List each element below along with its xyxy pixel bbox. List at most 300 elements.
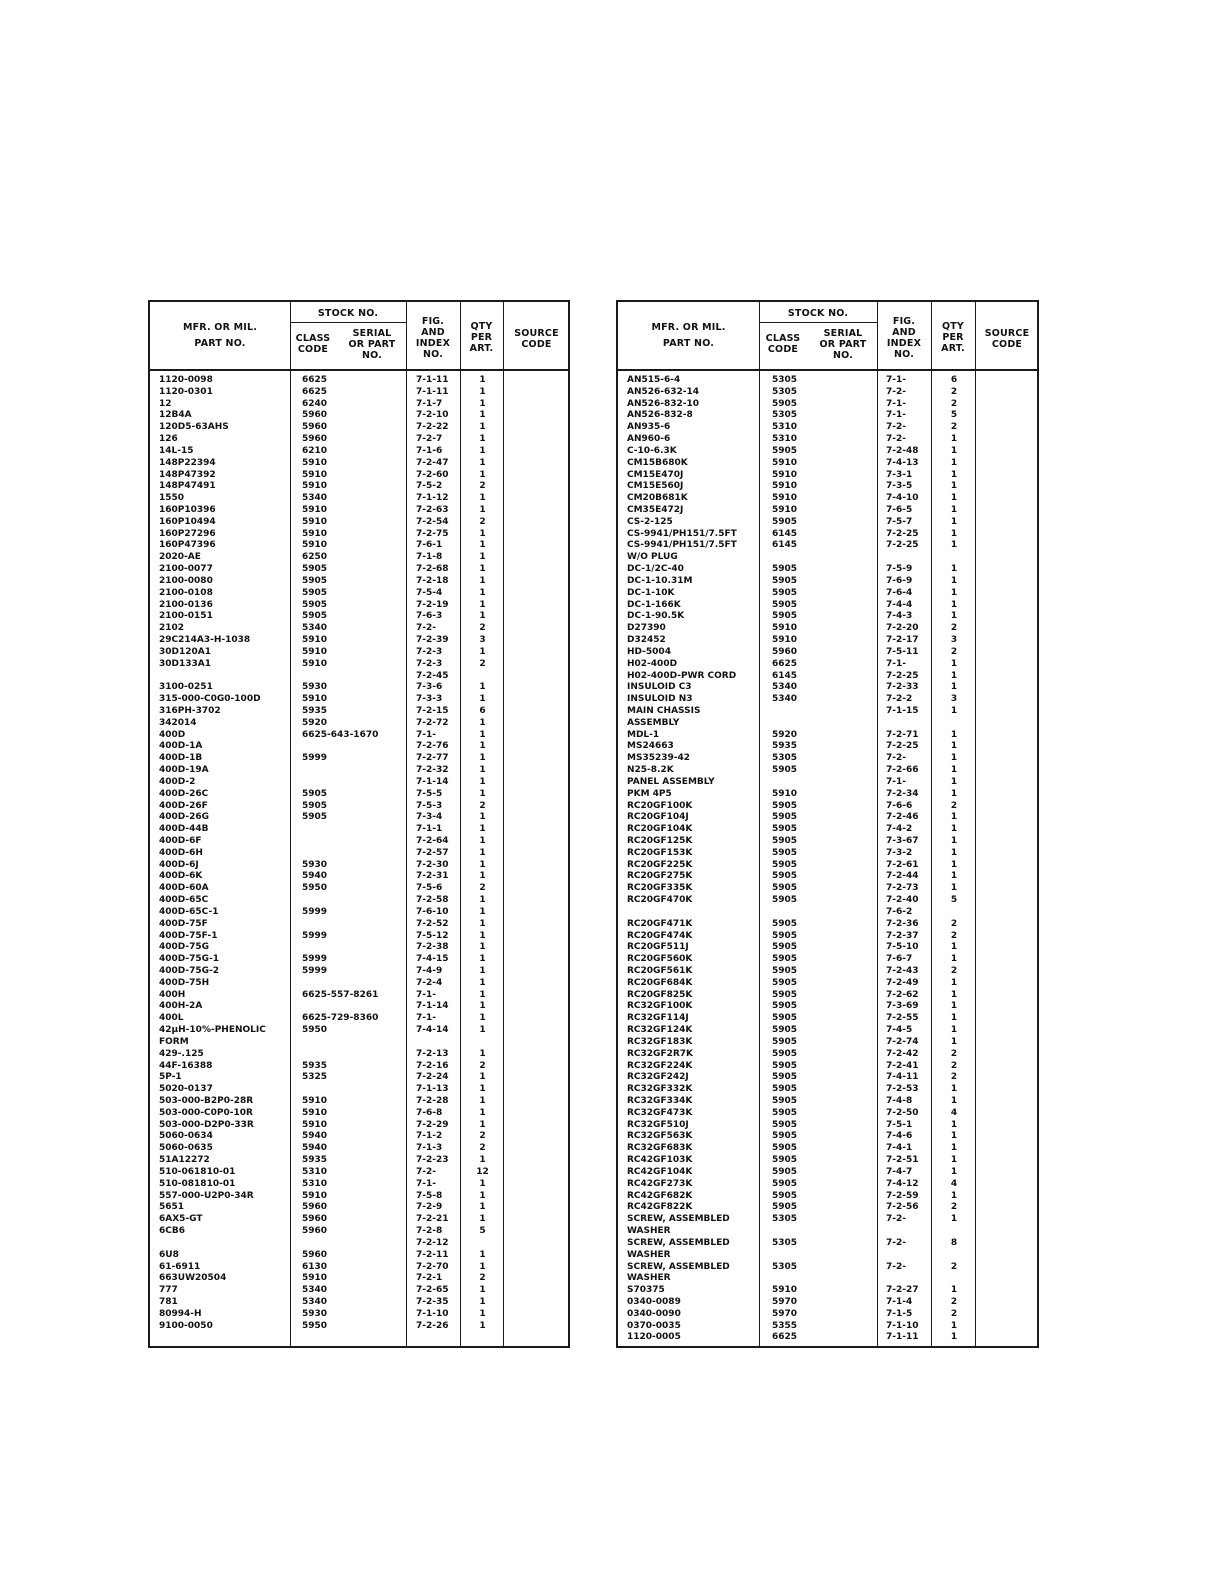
part-no-cell: DC-1-90.5K	[627, 611, 685, 622]
fig-index-cell: 7-2-	[416, 1166, 436, 1177]
fig-index-cell: 7-3-5	[886, 481, 913, 492]
table-row	[618, 718, 1037, 730]
qty-cell: 1	[479, 1048, 486, 1059]
part-no-cell: 400D-6J	[159, 859, 199, 870]
qty-cell: 1	[479, 1001, 486, 1012]
qty-cell: 1	[479, 753, 486, 764]
table-row	[150, 730, 568, 742]
class-code-cell: 5935	[772, 741, 798, 752]
qty-cell: 2	[950, 1202, 958, 1213]
part-no-cell: 2100-0151	[159, 611, 213, 622]
table-row	[618, 505, 1037, 517]
part-no-cell: PANEL ASSEMBLY	[627, 776, 715, 787]
part-no-cell: CM15E470J	[627, 469, 684, 480]
fig-index-cell: 7-4-12	[886, 1178, 919, 1189]
fig-index-cell: 7-2-45	[416, 670, 449, 681]
fig-index-cell: 7-3-67	[886, 835, 919, 846]
class-code-cell: 5960	[302, 1214, 328, 1225]
qty-cell: 2	[950, 1072, 958, 1083]
fig-index-cell: 7-2-	[886, 434, 906, 445]
class-code-cell: 5340	[772, 694, 798, 705]
part-no-cell: 61-6911	[159, 1261, 201, 1272]
qty-cell: 1	[479, 918, 486, 929]
fig-index-cell: 7-2-31	[416, 871, 449, 882]
part-no-cell: RC32GF2R7K	[627, 1048, 694, 1059]
part-no-cell: 42µH-10%-PHENOLIC	[159, 1025, 266, 1036]
fig-index-cell: 7-1-	[886, 398, 906, 409]
class-code-cell: 5910	[302, 540, 328, 551]
fig-index-cell: 7-1-11	[416, 375, 449, 385]
table-row	[618, 907, 1037, 919]
qty-cell: 1	[950, 528, 958, 539]
part-no-cell: H02-400D	[627, 658, 678, 669]
qty-cell: 2	[479, 658, 486, 669]
fig-index-cell: 7-2-	[416, 623, 436, 634]
fig-index-cell: 7-1-13	[416, 1084, 449, 1095]
fig-index-cell: 7-1-	[886, 410, 906, 421]
table-row	[618, 1108, 1037, 1120]
qty-cell: 1	[950, 1332, 958, 1343]
class-code-cell: 5310	[302, 1166, 328, 1177]
table-row	[618, 375, 1037, 387]
fig-index-cell: 7-6-2	[886, 906, 913, 917]
class-code-cell: 5905	[302, 611, 328, 622]
qty-cell: 2	[950, 1296, 958, 1307]
class-code-cell: 5910	[302, 516, 328, 527]
class-code-cell: 5930	[302, 682, 328, 693]
fig-index-cell: 7-6-10	[416, 906, 449, 917]
class-code-cell: 5940	[302, 871, 328, 882]
table-row	[150, 860, 568, 872]
fig-index-cell: 7-1-1	[416, 824, 443, 835]
class-code-cell: 5960	[302, 422, 328, 433]
fig-index-cell: 7-6-7	[886, 954, 913, 965]
qty-cell: 1	[479, 1107, 486, 1118]
qty-cell: 1	[479, 1202, 486, 1213]
part-no-cell: 400D	[159, 729, 186, 740]
table-row	[150, 1179, 568, 1191]
class-code-cell: 5950	[302, 1320, 328, 1331]
class-code-cell: 5305	[772, 375, 798, 385]
class-code-cell: 5910	[302, 1096, 328, 1107]
fig-index-cell: 7-2-54	[416, 516, 449, 527]
class-code-cell: 5905	[772, 1190, 798, 1201]
table-row	[618, 647, 1037, 659]
qty-cell: 1	[950, 765, 958, 776]
qty-cell: 1	[950, 1131, 958, 1142]
fig-index-cell: 7-2-74	[886, 1036, 919, 1047]
table-row	[618, 801, 1037, 813]
class-code-cell: 6625	[302, 386, 328, 397]
fig-index-cell: 7-2-58	[416, 895, 449, 906]
qty-cell: 1	[479, 375, 486, 385]
qty-cell: 5	[479, 1226, 486, 1237]
fig-index-cell: 7-2-71	[886, 729, 919, 740]
part-no-cell: RC32GF683K	[627, 1143, 693, 1154]
part-no-cell: RC32GF100K	[627, 1001, 693, 1012]
part-no-cell: MS35239-42	[627, 753, 691, 764]
class-code-cell: 5905	[772, 966, 798, 976]
table-row	[618, 1167, 1037, 1179]
qty-cell: 1	[950, 942, 958, 953]
class-code-cell: 5905	[772, 942, 798, 953]
table-row	[618, 1250, 1037, 1262]
part-no-cell: 6AX5-GT	[159, 1214, 203, 1225]
qty-cell: 1	[479, 812, 486, 823]
fig-index-cell: 7-2-21	[416, 1214, 449, 1225]
part-no-cell: 400D-26G	[159, 812, 210, 823]
part-no-cell: RC42GF682K	[627, 1190, 693, 1201]
fig-index-cell: 7-3-1	[886, 469, 913, 480]
table-row	[150, 824, 568, 836]
part-no-cell: 400D-65C	[159, 895, 209, 906]
class-code-cell: 5999	[302, 954, 328, 965]
table-row	[150, 919, 568, 931]
class-code-cell: 5950	[302, 1025, 328, 1036]
class-code-cell: 5905	[772, 1084, 798, 1095]
class-code-cell: 5905	[772, 1166, 798, 1177]
header-source-code: SOURCE CODE	[514, 328, 559, 350]
table-row	[150, 1049, 568, 1061]
class-code-cell: 5310	[772, 422, 798, 433]
part-no-cell: RC20GF104J	[627, 812, 689, 823]
table-row	[150, 659, 568, 671]
table-row	[618, 706, 1037, 718]
class-code-cell: 5355	[772, 1320, 798, 1331]
part-no-cell: C-10-6.3K	[627, 445, 677, 456]
part-no-cell: 29C214A3-H-1038	[159, 635, 251, 646]
table-row	[618, 576, 1037, 588]
table-row	[150, 647, 568, 659]
qty-cell: 1	[479, 398, 486, 409]
part-no-cell: 315-000-C0G0-100D	[159, 694, 261, 705]
table-row	[618, 1321, 1037, 1333]
class-code-cell: 5960	[302, 1226, 328, 1237]
table-row	[150, 422, 568, 434]
qty-cell: 1	[950, 1013, 958, 1024]
header-stock-no: STOCK NO.	[317, 308, 379, 319]
part-no-cell: RC20GF825K	[627, 989, 693, 1000]
part-no-cell: RC20GF125K	[627, 835, 693, 846]
table-row	[150, 895, 568, 907]
qty-cell: 1	[950, 587, 958, 598]
class-code-cell: 5325	[302, 1072, 328, 1083]
qty-cell: 2	[479, 623, 486, 634]
table-row	[150, 942, 568, 954]
class-code-cell: 5905	[772, 1013, 798, 1024]
qty-cell: 1	[479, 942, 486, 953]
table-row	[150, 765, 568, 777]
fig-index-cell: 7-2-32	[416, 765, 449, 776]
table-row	[618, 1191, 1037, 1203]
fig-index-cell: 7-2-	[886, 422, 906, 433]
table-row	[150, 990, 568, 1002]
table-row	[150, 1238, 568, 1250]
table-row	[150, 1013, 568, 1025]
table-row	[150, 1250, 568, 1262]
class-code-cell: 5910	[302, 505, 328, 516]
qty-cell: 1	[479, 835, 486, 846]
part-no-cell: 12B4A	[159, 410, 192, 421]
part-no-cell: 1120-0005	[627, 1332, 681, 1343]
table-row	[618, 422, 1037, 434]
qty-cell: 1	[950, 481, 958, 492]
fig-index-cell: 7-2-	[886, 753, 906, 764]
header-source-code: SOURCE CODE	[984, 328, 1030, 350]
part-no-cell: 400D-60A	[159, 883, 209, 894]
table-row	[150, 1037, 568, 1049]
part-no-cell: DC-1-10K	[627, 587, 675, 598]
table-row	[618, 954, 1037, 966]
table-row	[618, 1037, 1037, 1049]
qty-cell: 1	[479, 895, 486, 906]
class-code-cell: 5905	[772, 1202, 798, 1213]
table-row	[618, 931, 1037, 943]
qty-cell: 1	[950, 705, 958, 716]
table-row	[618, 611, 1037, 623]
class-code-cell: 6240	[302, 398, 328, 409]
fig-index-cell: 7-2-15	[416, 705, 449, 716]
class-code-cell: 5305	[772, 386, 798, 397]
qty-cell: 1	[479, 1261, 486, 1272]
fig-index-cell: 7-1-7	[416, 398, 443, 409]
table-row	[150, 540, 568, 552]
table-row	[618, 694, 1037, 706]
fig-index-cell: 7-2-55	[886, 1013, 919, 1024]
table-row	[618, 446, 1037, 458]
class-code-cell: 5905	[302, 812, 328, 823]
table-row	[150, 635, 568, 647]
part-no-cell: AN960-6	[627, 434, 671, 445]
part-no-cell: INSULOID N3	[627, 694, 693, 705]
part-no-cell: RC32GF334K	[627, 1096, 693, 1107]
qty-cell: 2	[950, 646, 958, 657]
class-code-cell: 5905	[772, 1178, 798, 1189]
fig-index-cell: 7-2-63	[416, 505, 449, 516]
fig-index-cell: 7-2-61	[886, 859, 919, 870]
class-code-cell: 6625-729-8360	[302, 1013, 379, 1024]
fig-index-cell: 7-2-38	[416, 942, 449, 953]
qty-cell: 1	[479, 469, 486, 480]
qty-cell: 2	[950, 966, 958, 976]
fig-index-cell: 7-2-68	[416, 564, 449, 575]
qty-cell: 2	[479, 1060, 486, 1071]
part-no-cell: RC20GF225K	[627, 859, 693, 870]
class-code-cell: 5905	[772, 1143, 798, 1154]
qty-cell: 1	[479, 410, 486, 421]
table-row	[150, 529, 568, 541]
header-stock-no: STOCK NO.	[787, 308, 849, 319]
fig-index-cell: 7-2-29	[416, 1119, 449, 1130]
class-code-cell: 5905	[772, 1036, 798, 1047]
part-no-cell: 14L-15	[159, 445, 194, 456]
part-no-cell: 0340-0089	[627, 1296, 681, 1307]
fig-index-cell: 7-5-3	[416, 800, 443, 811]
part-no-cell: 160P47396	[159, 540, 216, 551]
table-row	[150, 399, 568, 411]
fig-index-cell: 7-2-11	[416, 1249, 449, 1260]
qty-cell: 1	[479, 717, 486, 728]
part-no-cell: 400D-6H	[159, 847, 203, 858]
table-row	[618, 1179, 1037, 1191]
fig-index-cell: 7-2-34	[886, 788, 919, 799]
class-code-cell: 5905	[772, 859, 798, 870]
qty-cell: 1	[479, 493, 486, 504]
table-row	[618, 387, 1037, 399]
qty-cell: 1	[950, 954, 958, 965]
part-no-cell: CS-9941/PH151/7.5FT	[627, 528, 737, 539]
header-fig-index: FIG. AND INDEX NO.	[415, 316, 451, 360]
fig-index-cell: 7-1-15	[886, 705, 919, 716]
table-row	[150, 907, 568, 919]
fig-index-cell: 7-4-11	[886, 1072, 919, 1083]
qty-cell: 1	[479, 1214, 486, 1225]
table-row	[618, 1061, 1037, 1073]
class-code-cell: 5305	[772, 1237, 798, 1248]
qty-cell: 1	[950, 457, 958, 468]
qty-cell: 1	[950, 540, 958, 551]
qty-cell: 1	[479, 1320, 486, 1331]
header-serial-no: SERIAL OR PART NO.	[819, 328, 867, 361]
qty-cell: 3	[950, 635, 958, 646]
fig-index-cell: 7-3-3	[416, 694, 443, 705]
part-no-cell: 400D-75F-1	[159, 930, 218, 941]
class-code-cell: 5910	[302, 481, 328, 492]
class-code-cell: 5905	[772, 824, 798, 835]
qty-cell: 1	[950, 847, 958, 858]
table-row	[150, 789, 568, 801]
class-code-cell: 5905	[772, 1096, 798, 1107]
header-fig-index: FIG. AND INDEX NO.	[886, 316, 922, 360]
fig-index-cell: 7-1-11	[416, 386, 449, 397]
table-row	[618, 588, 1037, 600]
qty-cell: 1	[950, 729, 958, 740]
part-no-cell: RC20GF153K	[627, 847, 693, 858]
fig-index-cell: 7-2-65	[416, 1285, 449, 1296]
part-no-cell: RC32GF563K	[627, 1131, 693, 1142]
fig-index-cell: 7-2-4	[416, 977, 443, 988]
table-row	[618, 1013, 1037, 1025]
fig-index-cell: 7-2-72	[416, 717, 449, 728]
qty-cell: 1	[479, 422, 486, 433]
part-no-cell: RC20GF561K	[627, 966, 693, 976]
fig-index-cell: 7-2-	[886, 1214, 906, 1225]
table-row	[618, 564, 1037, 576]
table-row	[150, 848, 568, 860]
class-code-cell: 6625	[772, 658, 798, 669]
qty-cell: 1	[950, 871, 958, 882]
table-row	[150, 505, 568, 517]
qty-cell: 1	[950, 1285, 958, 1296]
fig-index-cell: 7-2-20	[886, 623, 919, 634]
fig-index-cell: 7-4-15	[416, 954, 449, 965]
part-no-cell: 51A12272	[159, 1155, 210, 1166]
part-no-cell: 2100-0108	[159, 587, 213, 598]
fig-index-cell: 7-5-7	[886, 516, 913, 527]
header-qty: QTY PER ART.	[469, 321, 494, 354]
qty-cell: 1	[950, 824, 958, 835]
table-row	[618, 540, 1037, 552]
qty-cell: 1	[479, 386, 486, 397]
qty-cell: 1	[479, 989, 486, 1000]
table-row	[150, 470, 568, 482]
class-code-cell: 6625	[302, 375, 328, 385]
qty-cell: 8	[950, 1237, 958, 1248]
table-row	[150, 1167, 568, 1179]
part-no-cell: 0340-0090	[627, 1308, 681, 1319]
table-row	[150, 706, 568, 718]
class-code-cell: 5910	[302, 646, 328, 657]
qty-cell: 1	[479, 1285, 486, 1296]
class-code-cell: 5920	[302, 717, 328, 728]
table-row	[618, 1309, 1037, 1321]
part-no-cell: 80994-H	[159, 1308, 202, 1319]
fig-index-cell: 7-2-35	[416, 1296, 449, 1307]
class-code-cell: 5310	[772, 434, 798, 445]
fig-index-cell: 7-1-	[416, 989, 436, 1000]
fig-index-cell: 7-2-77	[416, 753, 449, 764]
table-row	[618, 481, 1037, 493]
table-row	[150, 1084, 568, 1096]
table-row	[618, 1131, 1037, 1143]
fig-index-cell: 7-2-62	[886, 989, 919, 1000]
table-row	[618, 871, 1037, 883]
qty-cell: 12	[476, 1166, 489, 1177]
fig-index-cell: 7-5-12	[416, 930, 449, 941]
qty-cell: 2	[479, 516, 486, 527]
qty-cell: 2	[950, 422, 958, 433]
table-row	[618, 671, 1037, 683]
part-no-cell: WASHER	[627, 1249, 671, 1260]
fig-index-cell: 7-2-	[886, 1261, 906, 1272]
class-code-cell: 5905	[302, 575, 328, 586]
table-row	[150, 1297, 568, 1309]
class-code-cell: 5905	[302, 800, 328, 811]
table-row	[150, 493, 568, 505]
table-row	[150, 517, 568, 529]
part-no-cell: 400D-75F	[159, 918, 208, 929]
class-code-cell: 5340	[302, 493, 328, 504]
class-code-cell: 5905	[772, 977, 798, 988]
fig-index-cell: 7-2-25	[886, 540, 919, 551]
qty-cell: 1	[950, 1155, 958, 1166]
part-no-cell: 400D-75H	[159, 977, 210, 988]
part-no-cell: 0370-0035	[627, 1320, 681, 1331]
part-no-cell: 2102	[159, 623, 185, 634]
qty-cell: 1	[950, 434, 958, 445]
qty-cell: 1	[479, 682, 486, 693]
table-row	[150, 1226, 568, 1238]
part-no-cell: RC20GF275K	[627, 871, 693, 882]
part-no-cell: D27390	[627, 623, 666, 634]
qty-cell: 2	[479, 1131, 486, 1142]
qty-cell: 2	[479, 1273, 486, 1284]
qty-cell: 1	[479, 954, 486, 965]
class-code-cell: 5340	[772, 682, 798, 693]
part-no-cell: RC20GF335K	[627, 883, 693, 894]
class-code-cell: 5960	[302, 1202, 328, 1213]
fig-index-cell: 7-2-7	[416, 434, 443, 445]
qty-cell: 2	[479, 800, 486, 811]
table-row	[150, 1202, 568, 1214]
fig-index-cell: 7-2-37	[886, 930, 919, 941]
qty-cell: 1	[479, 611, 486, 622]
table-row	[150, 1285, 568, 1297]
class-code-cell: 5905	[772, 883, 798, 894]
part-no-cell: D32452	[627, 635, 666, 646]
qty-cell: 2	[950, 1048, 958, 1059]
class-code-cell: 5905	[772, 1001, 798, 1012]
